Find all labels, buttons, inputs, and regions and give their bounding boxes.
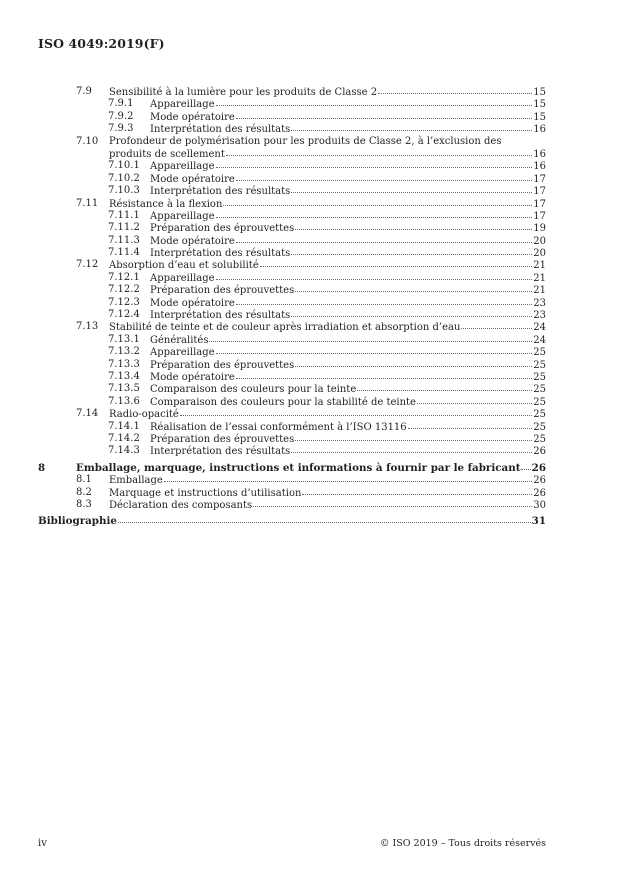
toc-entry-page: 26 bbox=[533, 487, 546, 499]
toc-dot-leader bbox=[226, 147, 532, 156]
toc-entry-number: 7.13.3 bbox=[108, 358, 140, 370]
table-of-contents bbox=[38, 86, 546, 528]
toc-entry-page: 17 bbox=[533, 210, 546, 222]
toc-entry-number: 7.11.4 bbox=[108, 247, 140, 259]
toc-entry-title: Préparation des éprouvettes bbox=[150, 359, 295, 371]
toc-entry-number: 7.13.1 bbox=[108, 333, 140, 345]
toc-entry-page: 25 bbox=[533, 359, 546, 371]
toc-dot-leader bbox=[295, 221, 532, 230]
toc-entry-page: 25 bbox=[533, 371, 546, 383]
toc-entry-title: Comparaison des couleurs pour la teinte bbox=[150, 384, 357, 396]
toc-entry-number: 7.12.1 bbox=[108, 271, 140, 283]
toc-entry-page: 31 bbox=[531, 515, 546, 528]
toc-entry-number: 7.9.3 bbox=[108, 123, 134, 135]
toc-entry-page: 21 bbox=[533, 260, 546, 272]
toc-entry[interactable] bbox=[38, 515, 546, 527]
toc-dot-leader bbox=[236, 110, 532, 119]
toc-entry-title: Radio-opacité bbox=[109, 409, 179, 421]
toc-dot-leader bbox=[118, 514, 531, 523]
toc-entry-page: 26 bbox=[533, 475, 546, 487]
toc-entry-page: 21 bbox=[533, 285, 546, 297]
toc-entry-page: 23 bbox=[533, 297, 546, 309]
toc-entry-title: Mode opératoire bbox=[150, 111, 235, 123]
toc-dot-leader bbox=[180, 407, 532, 416]
toc-entry-number: 7.13.5 bbox=[108, 383, 140, 395]
toc-entry-number: 7.9.2 bbox=[108, 110, 134, 122]
toc-entry-page: 17 bbox=[533, 186, 546, 198]
toc-dot-leader bbox=[291, 184, 532, 193]
toc-entry-title: Interprétation des résultats bbox=[150, 446, 291, 458]
toc-entry-page: 30 bbox=[533, 499, 546, 511]
toc-entry-page: 15 bbox=[533, 87, 546, 98]
toc-dot-leader bbox=[291, 444, 532, 453]
toc-dot-leader bbox=[291, 246, 532, 255]
toc-entry-page: 24 bbox=[533, 334, 546, 346]
toc-entry-page: 17 bbox=[533, 198, 546, 210]
toc-entry-title: Préparation des éprouvettes bbox=[150, 223, 295, 235]
toc-dot-leader bbox=[295, 432, 532, 441]
toc-dot-leader bbox=[216, 271, 533, 280]
toc-entry-title: Sensibilité à la lumière pour les produits de Classe 2 bbox=[109, 87, 378, 98]
toc-dot-leader bbox=[302, 486, 532, 495]
toc-entry-title: Interprétation des résultats bbox=[150, 186, 291, 198]
toc-entry-title: Préparation des éprouvettes bbox=[150, 285, 295, 297]
toc-entry-number: 7.9.1 bbox=[108, 98, 134, 110]
toc-entry-page: 25 bbox=[533, 384, 546, 396]
toc-dot-leader bbox=[236, 172, 532, 181]
toc-entry-number: 7.12.3 bbox=[108, 296, 140, 308]
toc-entry-number: 7.10 bbox=[76, 135, 99, 147]
toc-dot-leader bbox=[209, 333, 532, 342]
toc-entry-page: 17 bbox=[533, 173, 546, 185]
toc-entry-page: 25 bbox=[533, 396, 546, 408]
toc-entry-title: Interprétation des résultats bbox=[150, 124, 291, 136]
toc-entry-title: Généralités bbox=[150, 334, 209, 346]
toc-entry-title: produits de scellement bbox=[109, 148, 225, 160]
toc-entry-page: 26 bbox=[533, 446, 546, 458]
toc-entry-page: 16 bbox=[533, 124, 546, 136]
toc-entry-number: 7.13.6 bbox=[108, 395, 140, 407]
toc-entry-title: Mode opératoire bbox=[150, 297, 235, 309]
toc-entry[interactable] bbox=[38, 499, 546, 511]
toc-entry-page: 15 bbox=[533, 99, 546, 111]
toc-entry-number: 7.12.4 bbox=[108, 309, 140, 321]
toc-dot-leader bbox=[378, 85, 532, 94]
toc-entry[interactable] bbox=[38, 445, 546, 457]
toc-entry-number: 7.10.1 bbox=[108, 160, 140, 172]
toc-entry-number: 8.3 bbox=[76, 498, 92, 510]
toc-entry-page: 26 bbox=[531, 461, 546, 474]
toc-dot-leader bbox=[260, 258, 533, 267]
toc-entry-number: 7.11.3 bbox=[108, 234, 140, 246]
toc-entry-title: Préparation des éprouvettes bbox=[150, 433, 295, 445]
toc-entry-number: 7.11.2 bbox=[108, 222, 140, 234]
toc-entry-title: Appareillage bbox=[150, 210, 215, 222]
toc-dot-leader bbox=[223, 197, 532, 206]
toc-entry-title: Appareillage bbox=[150, 272, 215, 284]
toc-entry-page: 25 bbox=[533, 409, 546, 421]
toc-entry-page: 25 bbox=[533, 421, 546, 433]
toc-entry-number: 7.14 bbox=[76, 408, 99, 420]
toc-entry-title: Réalisation de l’essai conformément à l’ISO 13116 bbox=[150, 421, 407, 433]
toc-entry-page: 16 bbox=[533, 161, 546, 173]
toc-entry-title: Appareillage bbox=[150, 347, 215, 359]
toc-entry-page: 21 bbox=[533, 272, 546, 284]
toc-entry-title: Emballage bbox=[109, 475, 163, 487]
toc-dot-leader bbox=[236, 370, 532, 379]
toc-dot-leader bbox=[164, 473, 532, 482]
toc-entry-number: 8 bbox=[38, 461, 46, 474]
toc-dot-leader bbox=[291, 308, 532, 317]
toc-dot-leader bbox=[408, 420, 533, 429]
toc-entry-title: Déclaration des composants bbox=[109, 499, 253, 511]
toc-dot-leader bbox=[417, 395, 532, 404]
toc-entry-number: 7.12 bbox=[76, 259, 99, 271]
toc-dot-leader bbox=[291, 122, 532, 131]
toc-dot-leader bbox=[295, 358, 532, 367]
toc-dot-leader bbox=[216, 97, 533, 106]
document-id: ISO 4049:2019(F) bbox=[38, 36, 165, 51]
toc-entry-title: Mode opératoire bbox=[150, 235, 235, 247]
toc-dot-leader bbox=[236, 234, 532, 243]
toc-entry-page: 23 bbox=[533, 310, 546, 322]
toc-dot-leader bbox=[521, 461, 530, 470]
toc-dot-leader bbox=[216, 209, 533, 218]
toc-entry-page: 20 bbox=[533, 248, 546, 260]
toc-entry-title: Bibliographie bbox=[38, 515, 117, 528]
toc-entry-number: 7.11 bbox=[76, 197, 99, 209]
toc-entry-title: Mode opératoire bbox=[150, 371, 235, 383]
toc-entry-number: 7.13.2 bbox=[108, 346, 140, 358]
toc-entry-title: Comparaison des couleurs pour la stabilité de teinte bbox=[150, 396, 416, 408]
toc-entry-number: 7.12.2 bbox=[108, 284, 140, 296]
toc-entry-title: Profondeur de polymérisation pour les produits de Classe 2, à l’exclusion des bbox=[109, 135, 502, 147]
toc-entry-number: 8.1 bbox=[76, 474, 92, 486]
toc-entry-title: Absorption d’eau et solubilité bbox=[109, 260, 259, 272]
toc-entry-title: Résistance à la flexion bbox=[109, 198, 223, 210]
toc-entry-title: Stabilité de teinte et de couleur après irradiation et absorption d’eau bbox=[109, 322, 461, 334]
toc-entry-number: 7.10.2 bbox=[108, 172, 140, 184]
toc-entry-title: Interprétation des résultats bbox=[150, 310, 291, 322]
toc-entry-number: 7.14.2 bbox=[108, 432, 140, 444]
toc-dot-leader bbox=[216, 159, 533, 168]
toc-entry-page: 25 bbox=[533, 347, 546, 359]
toc-entry[interactable] bbox=[38, 123, 546, 135]
toc-dot-leader bbox=[216, 345, 533, 354]
toc-entry-page: 24 bbox=[533, 322, 546, 334]
toc-entry-page: 20 bbox=[533, 235, 546, 247]
toc-dot-leader bbox=[295, 283, 532, 292]
toc-dot-leader bbox=[236, 296, 532, 305]
toc-entry-number: 7.11.1 bbox=[108, 209, 140, 221]
toc-dot-leader bbox=[357, 382, 532, 391]
copyright-notice: © ISO 2019 – Tous droits réservés bbox=[379, 838, 546, 849]
toc-entry-number: 7.10.3 bbox=[108, 185, 140, 197]
toc-entry-title: Emballage, marquage, instructions et informations à fournir par le fabricant bbox=[76, 461, 521, 474]
toc-dot-leader bbox=[253, 498, 532, 507]
toc-entry-title: Marquage et instructions d’utilisation bbox=[109, 487, 302, 499]
toc-entry-number: 7.9 bbox=[76, 86, 92, 97]
toc-entry-number: 7.13.4 bbox=[108, 370, 140, 382]
toc-entry-page: 16 bbox=[533, 148, 546, 160]
toc-entry-number: 7.14.1 bbox=[108, 420, 140, 432]
toc-dot-leader bbox=[461, 320, 532, 329]
toc-entry-page: 19 bbox=[533, 223, 546, 235]
toc-entry-title: Mode opératoire bbox=[150, 173, 235, 185]
toc-entry-page: 25 bbox=[533, 433, 546, 445]
toc-entry-number: 8.2 bbox=[76, 486, 92, 498]
toc-entry-title: Appareillage bbox=[150, 161, 215, 173]
toc-entry-number: 7.13 bbox=[76, 321, 99, 333]
toc-entry-page: 15 bbox=[533, 111, 546, 123]
toc-entry-title: Interprétation des résultats bbox=[150, 248, 291, 260]
page-number: iv bbox=[38, 838, 47, 849]
toc-entry-title: Appareillage bbox=[150, 99, 215, 111]
toc-entry-number: 7.14.3 bbox=[108, 445, 140, 457]
